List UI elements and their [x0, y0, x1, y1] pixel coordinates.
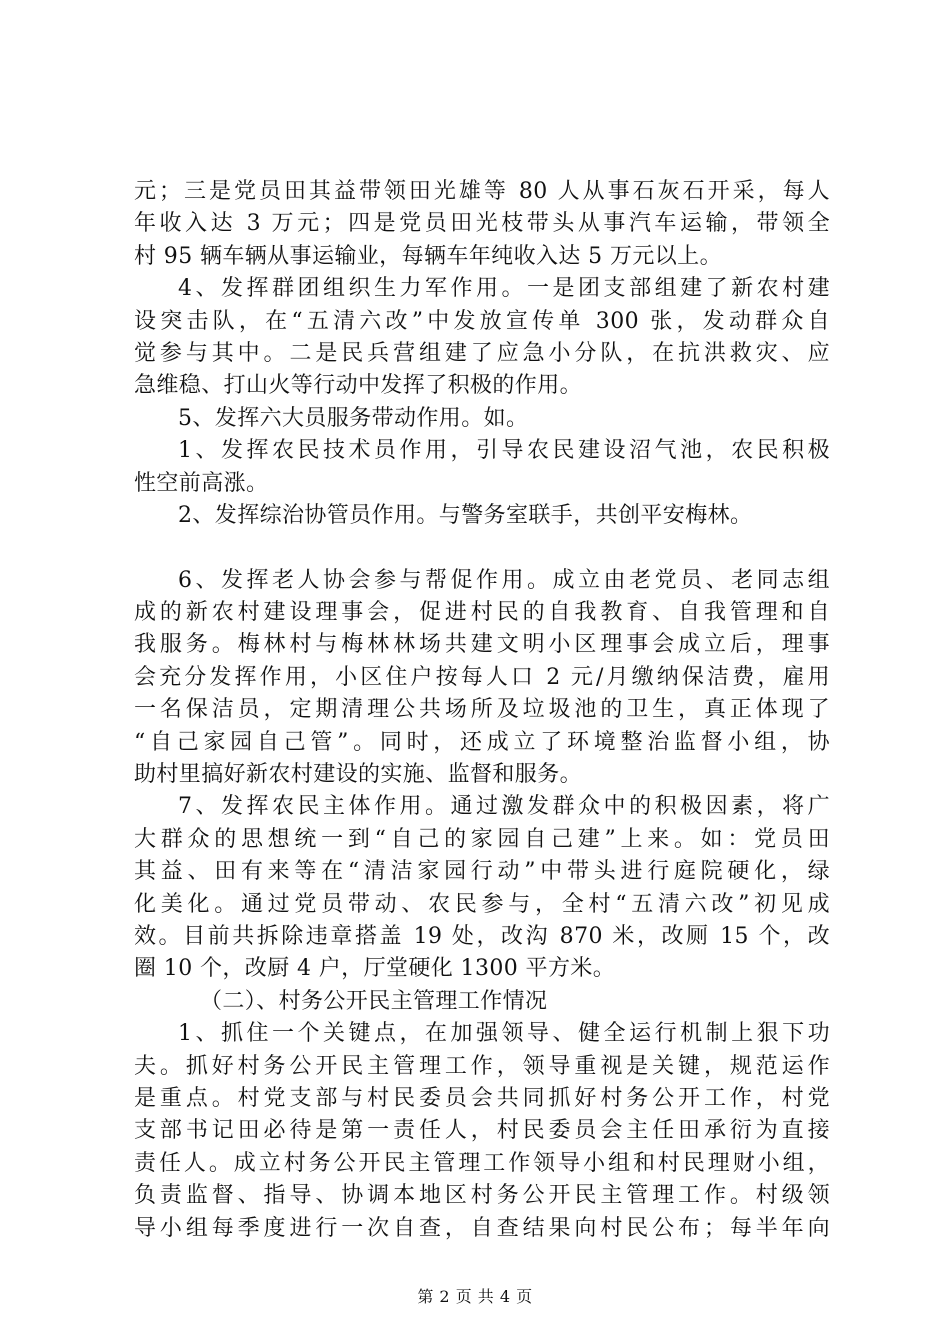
blank-line [134, 532, 830, 564]
paragraph-line: 会充分发挥作用，小区住户按每人口 2 元/月缴纳保洁费，雇用 [134, 664, 830, 690]
paragraph-line: 4、发挥群团组织生力军作用。一是团支部组建了新农村建 [178, 276, 830, 302]
paragraph-line: 支部书记田必待是第一责任人，村民委员会主任田承衍为直接 [134, 1118, 830, 1144]
paragraph-line: 2、发挥综治协管员作用。与警务室联手，共创平安梅林。 [178, 502, 753, 528]
paragraph-line: 觉参与其中。二是民兵营组建了应急小分队，在抗洪救灾、应 [134, 340, 830, 366]
paragraph-line: 1、发挥农民技术员作用，引导农民建设沼气池，农民积极 [178, 438, 830, 464]
paragraph-line: 7、发挥农民主体作用。通过激发群众中的积极因素，将广 [178, 794, 830, 820]
paragraph-line: 5、发挥六大员服务带动作用。如。 [178, 405, 529, 431]
paragraph-line: 设突击队，在“五清六改”中发放宣传单 300 张，发动群众自 [134, 308, 830, 334]
paragraph-line: 责任人。成立村务公开民主管理工作领导小组和村民理财小组， [134, 1150, 830, 1176]
paragraph-line: 我服务。梅林村与梅林林场共建文明小区理事会成立后，理事 [134, 632, 830, 658]
paragraph-line: “自己家园自己管”。同时，还成立了环境整治监督小组，协 [134, 729, 830, 755]
paragraph-line: 导小组每季度进行一次自查，自查结果向村民公布；每半年向 [134, 1215, 830, 1241]
paragraph-line: 效。目前共拆除违章搭盖 19 处，改沟 870 米，改厕 15 个，改 [134, 923, 830, 949]
paragraph-line: 化美化。通过党员带动、农民参与，全村“五清六改”初见成 [134, 891, 830, 917]
paragraph-line: 其益、田有来等在“清洁家园行动”中带头进行庭院硬化，绿 [134, 859, 830, 885]
paragraph-line: 年收入达 3 万元；四是党员田光枝带头从事汽车运输，带领全 [134, 211, 830, 237]
paragraph-line: 大群众的思想统一到“自己的家园自己建”上来。如：党员田 [134, 826, 830, 852]
paragraph-line: 成的新农村建设理事会，促进村民的自我教育、自我管理和自 [134, 600, 830, 626]
page-number: 第 2 页 共 4 页 [417, 1287, 533, 1306]
paragraph-line: 圈 10 个，改厨 4 户，厅堂硬化 1300 平方米。 [134, 956, 616, 982]
paragraph-line: 性空前高涨。 [134, 470, 269, 496]
section-heading: （二）、村务公开民主管理工作情况 [200, 988, 548, 1014]
paragraph-line: 夫。抓好村务公开民主管理工作，领导重视是关键，规范运作 [134, 1053, 830, 1079]
paragraph-line: 村 95 辆车辆从事运输业，每辆车年纯收入达 5 万元以上。 [134, 243, 722, 269]
paragraph-line: 一名保洁员，定期清理公共场所及垃圾池的卫生，真正体现了 [134, 697, 830, 723]
paragraph-line: 1、抓住一个关键点，在加强领导、健全运行机制上狠下功 [178, 1021, 830, 1047]
paragraph-line: 6、发挥老人协会参与帮促作用。成立由老党员、老同志组 [178, 567, 830, 593]
paragraph-line: 急维稳、打山火等行动中发挥了积极的作用。 [134, 373, 583, 399]
paragraph-line: 负责监督、指导、协调本地区村务公开民主管理工作。村级领 [134, 1183, 830, 1209]
paragraph-line: 助村里搞好新农村建设的实施、监督和服务。 [134, 762, 583, 788]
paragraph-line: 是重点。村党支部与村民委员会共同抓好村务公开工作，村党 [134, 1085, 830, 1111]
document-body [134, 176, 830, 1245]
paragraph-line: 元；三是党员田其益带领田光雄等 80 人从事石灰石开采，每人 [134, 179, 830, 204]
